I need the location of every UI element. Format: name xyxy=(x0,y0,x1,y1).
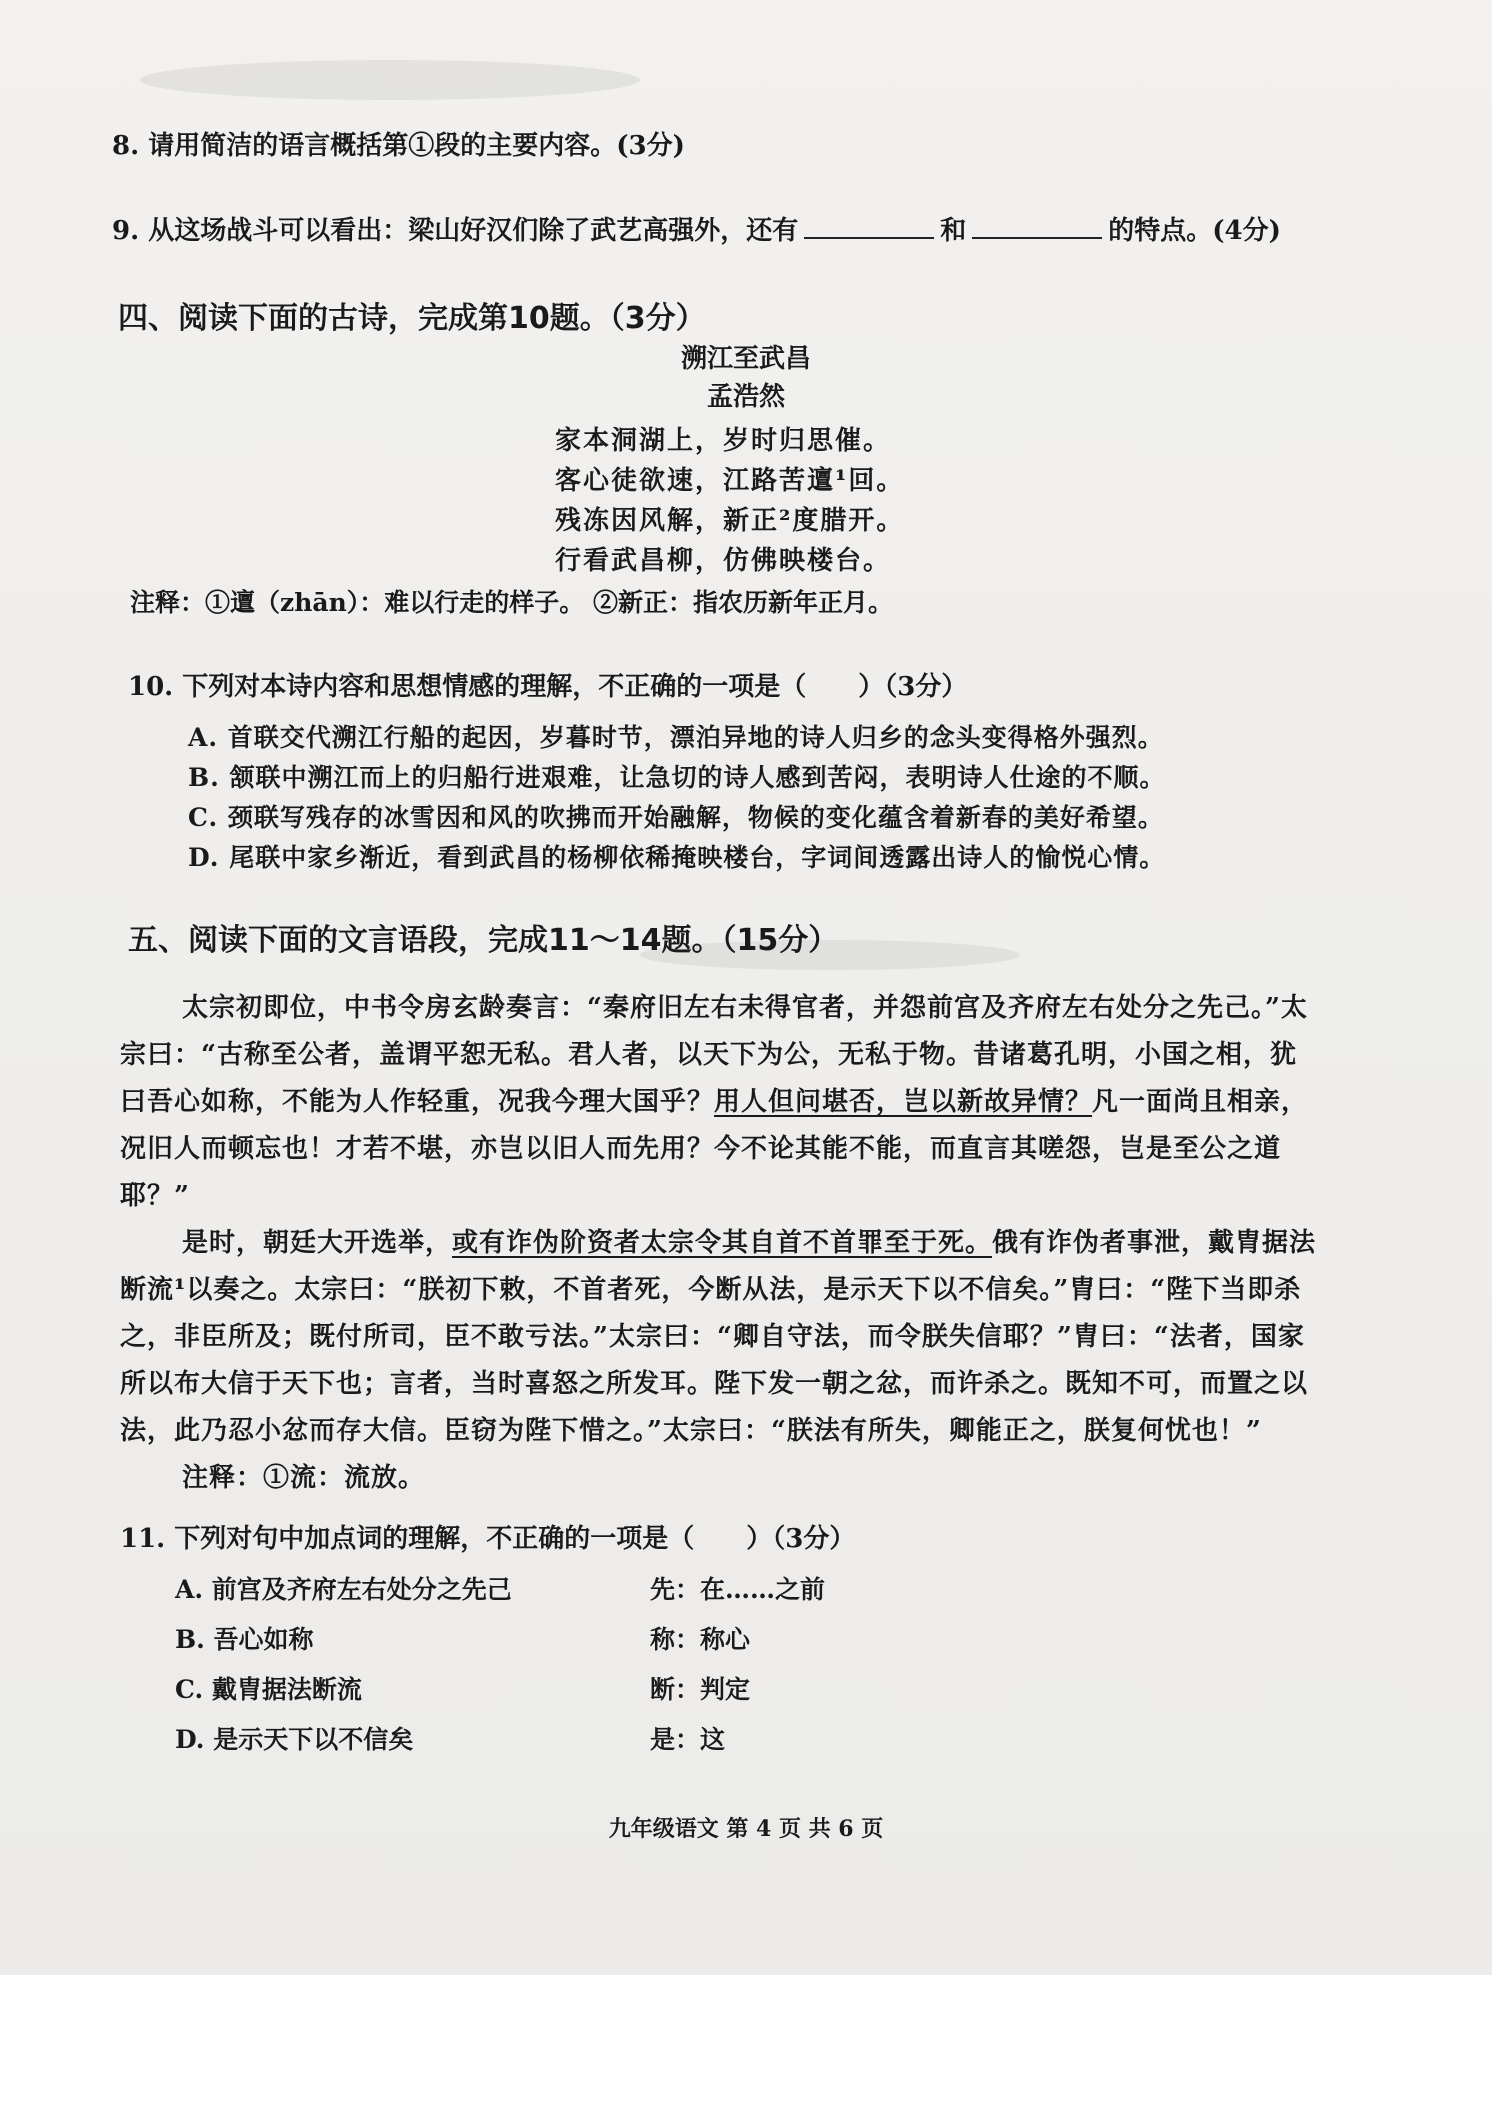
underlined-sentence: 用人但问堪否，岂以新故异情？ xyxy=(714,1087,1093,1117)
option-d[interactable]: D. 是示天下以不信矣 xyxy=(175,1725,414,1754)
scan-smudge xyxy=(140,60,640,100)
option-b[interactable]: B. 颔联中溯江而上的归船行进艰难，让急切的诗人感到苦闷，表明诗人仕途的不顺。 xyxy=(188,763,1166,792)
page-footer: 九年级语文 第 4 页 共 6 页 xyxy=(608,1816,884,1842)
poem-line: 行看武昌柳，仿佛映楼台。 xyxy=(555,546,892,576)
answer-blank[interactable] xyxy=(804,215,934,239)
option-d-explanation: 是：这 xyxy=(650,1725,726,1754)
section-four-heading: 四、阅读下面的古诗，完成第10题。（3分） xyxy=(118,301,706,336)
answer-blank[interactable] xyxy=(972,215,1102,239)
passage-note: 注释：①流：流放。 xyxy=(182,1463,426,1493)
option-a[interactable]: A. 前宫及齐府左右处分之先己 xyxy=(175,1575,512,1604)
poem-line: 家本洞湖上，岁时归思催。 xyxy=(555,426,892,456)
poem-title: 溯江至武昌 xyxy=(680,344,811,374)
option-a[interactable]: A. 首联交代溯江行船的起因，岁暮时节，漂泊异地的诗人归乡的念头变得格外强烈。 xyxy=(188,723,1164,752)
option-c-explanation: 断：判定 xyxy=(650,1675,751,1704)
section-five-heading: 五、阅读下面的文言语段，完成11～14题。（15分） xyxy=(128,923,839,958)
option-c[interactable]: C. 颈联写残存的冰雪因和风的吹拂而开始融解，物候的变化蕴含着新春的美好希望。 xyxy=(188,803,1164,832)
option-a-explanation: 先：在……之前 xyxy=(650,1575,826,1604)
question-11: 11. 下列对句中加点词的理解，不正确的一项是（ ）（3分） xyxy=(120,1524,856,1554)
option-c[interactable]: C. 戴胄据法断流 xyxy=(175,1675,362,1704)
option-b-explanation: 称：称心 xyxy=(650,1625,751,1654)
poem-line: 残冻因风解，新正²度腊开。 xyxy=(555,506,905,536)
poem-author: 孟浩然 xyxy=(706,382,785,412)
question-9: 9. 从这场战斗可以看出：梁山好汉们除了武艺高强外，还有 和 的特点。(4分) xyxy=(112,216,1281,246)
classical-passage: 太宗初即位，中书令房玄龄奏言：“秦府旧左右未得官者，并怨前宫及齐府左右处分之先己。”太宗曰：“古称至公者，盖谓平恕无私。君人者，以天下为公，无私于物。昔诸葛孔明，小国之相，犹曰吾心如称，不能为人作轻重，况我今理大国乎？用人但问堪否，岂以新故异情？凡一面尚且相亲，况旧人而顿忘也！才若不堪，亦岂以旧人而先用？今不论其能不能，而直言其嗟怨，岂是至公之道耶？” 是时，朝廷大开选举，或有诈伪阶资者太宗令其自首不首罪至于死。俄有诈伪者事泄，戴胄据法断流¹以奏之。太宗曰：“朕初下敕，不首者死，今断从法，是示天下以不信矣。”胄曰：“陛下当即杀之，非臣所及；既付所司，臣不敢亏法。”太宗曰：“卿自守法，而令朕失信耶？”胄曰：“法者，国家所以布大信于天下也；言者，当时喜怒之所发耳。陛下发一朝之忿，而许杀之。既知不可，而置之以法，此乃忍小忿而存大信。臣窃为陛下惜之。”太宗曰：“朕法有所失，卿能正之，朕复何忧也！” 注释：①流：流放。 xyxy=(120,985,1320,1502)
option-b[interactable]: B. 吾心如称 xyxy=(175,1625,314,1654)
poem-line: 客心徒欲速，江路苦邅¹回。 xyxy=(555,466,905,496)
question-10: 10. 下列对本诗内容和思想情感的理解，不正确的一项是（ ）（3分） xyxy=(128,672,968,702)
poem-notes: 注释：①邅（zhān）：难以行走的样子。 ②新正：指农历新年正月。 xyxy=(130,588,893,617)
question-8: 8. 请用简洁的语言概括第①段的主要内容。(3分) xyxy=(112,131,685,161)
option-d[interactable]: D. 尾联中家乡渐近，看到武昌的杨柳依稀掩映楼台，字词间透露出诗人的愉悦心情。 xyxy=(188,843,1166,872)
underlined-sentence: 或有诈伪阶资者太宗令其自首不首罪至于死。 xyxy=(452,1228,993,1258)
